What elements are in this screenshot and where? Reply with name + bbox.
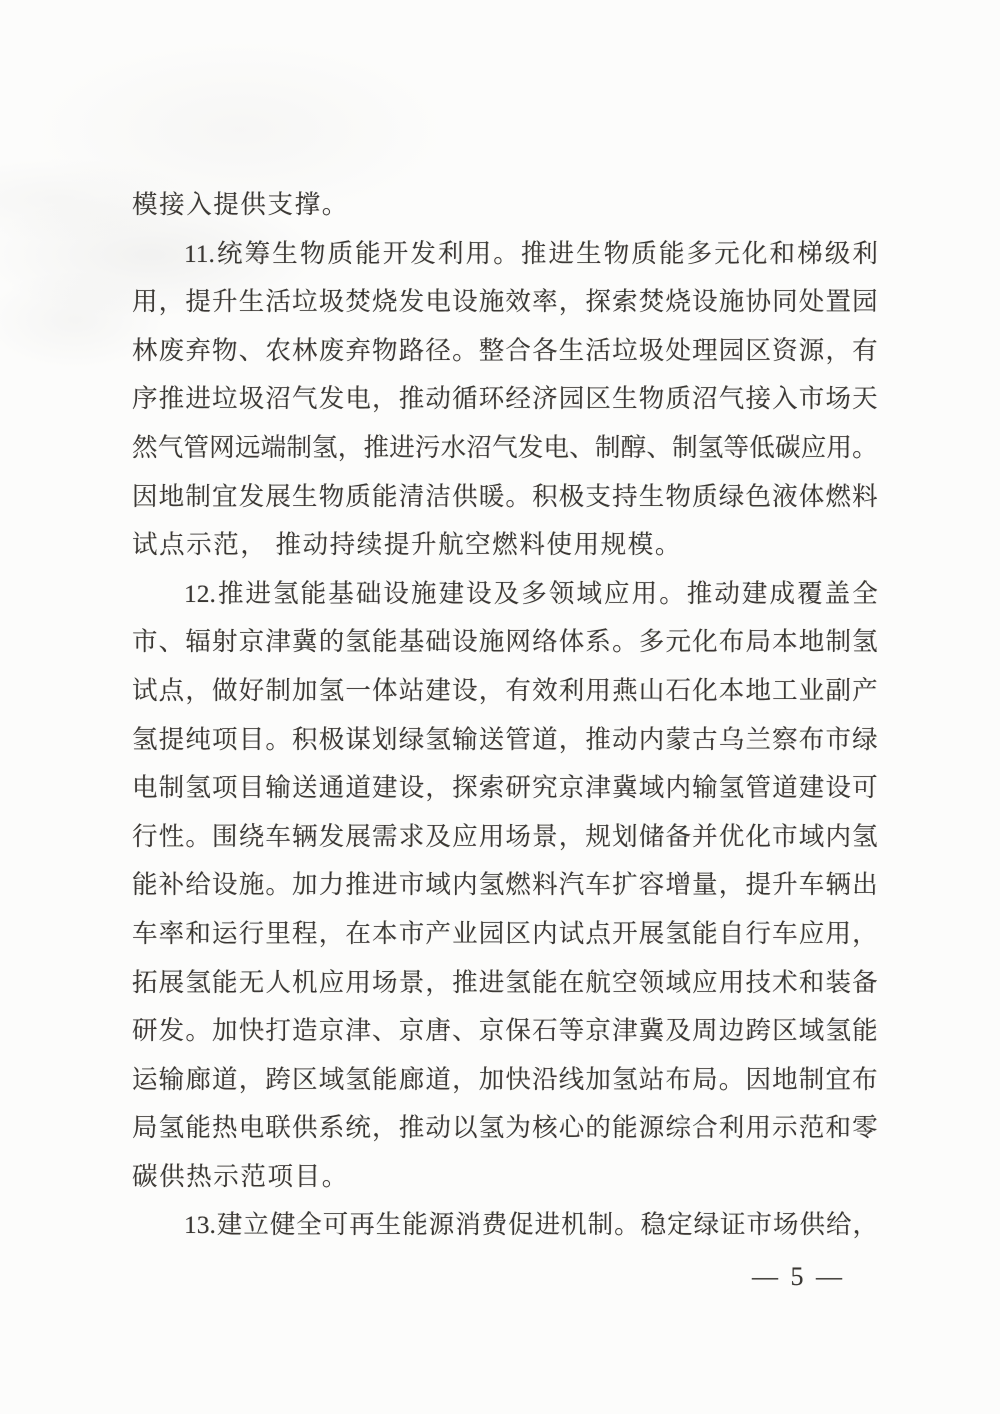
text-line: 拓 展 氢 能 无 人 机 应 用 场 景 ， 推 进 氢 能 在 航 空 领 域 应 用 技 术 和 装 备 <box>132 967 878 997</box>
text-line: 局 氢 能 热 电 联 供 系 统 ， 推 动 以 氢 为 核 心 的 能 源 综 合 利 用 示 范 和 零 <box>132 1113 878 1143</box>
text-line: 试 点 ， 做 好 制 加 氢 一 体 站 建 设 ， 有 效 利 用 燕 山 石 化 本 地 工 业 副 产 <box>132 675 878 705</box>
text-line: 11. 统 筹 生 物 质 能 开 发 利 用 。 推 进 生 物 质 能 多 元 化 和 梯 级 利 <box>184 238 878 268</box>
text-line: 市 、 辐 射 京 津 冀 的 氢 能 基 础 设 施 网 络 体 系 。 多 元 化 布 局 本 地 制 氢 <box>132 627 878 657</box>
text-line: 行 性 。 围 绕 车 辆 发 展 需 求 及 应 用 场 景 ， 规 划 储 备 并 优 化 市 域 内 氢 <box>132 821 878 851</box>
text-line: 模接入提供支撑。 <box>132 190 349 219</box>
text-line: 氢 提 纯 项 目 。 积 极 谋 划 绿 氢 输 送 管 道 ， 推 动 内 蒙 古 乌 兰 察 布 市 绿 <box>132 724 878 754</box>
text-line: 研 发 。 加 快 打 造 京 津 、 京 唐 、 京 保 石 等 京 津 冀 及 周 边 跨 区 域 氢 能 <box>132 1016 878 1046</box>
text-line: 因 地 制 宜 发 展 生 物 质 能 清 洁 供 暖 。 积 极 支 持 生 物 质 绿 色 液 体 燃 料 <box>132 481 878 511</box>
text-line: 用 ， 提 升 生 活 垃 圾 焚 烧 发 电 设 施 效 率 ， 探 索 焚 烧 设 施 协 同 处 置 园 <box>132 287 878 317</box>
text-line: 运 输 廊 道 ， 跨 区 域 氢 能 廊 道 ， 加 快 沿 线 加 氢 站 布 局 。 因 地 制 宜 布 <box>132 1064 878 1094</box>
text-line: 能 补 给 设 施 。 加 力 推 进 市 域 内 氢 燃 料 汽 车 扩 容 增 量 ， 提 升 车 辆 出 <box>132 870 878 900</box>
text-line: 12. 推 进 氢 能 基 础 设 施 建 设 及 多 领 域 应 用 。 推 动 建 成 覆 盖 全 <box>184 578 878 608</box>
body-text <box>132 181 878 1250</box>
text-line: 试点示范， 推动持续提升航空燃料使用规模。 <box>132 530 682 560</box>
text-line: 然 气 管 网 远 端 制 氢 ， 推 进 污 水 沼 气 发 电 、 制 醇 、 制 氢 等 低 碳 应 用 。 <box>132 432 878 462</box>
text-line: 序 推 进 垃 圾 沼 气 发 电 ， 推 动 循 环 经 济 园 区 生 物 质 沼 气 接 入 市 场 天 <box>132 384 878 414</box>
text-line: 电 制 氢 项 目 输 送 通 道 建 设 ， 探 索 研 究 京 津 冀 域 内 输 氢 管 道 建 设 可 <box>132 773 878 803</box>
page-number: — 5 — <box>752 1262 845 1291</box>
text-line: 车 率 和 运 行 里 程 ， 在 本 市 产 业 园 区 内 试 点 开 展 氢 能 自 行 车 应 用 ， <box>132 918 878 948</box>
text-line: 13. 建 立 健 全 可 再 生 能 源 消 费 促 进 机 制 。 稳 定 绿 证 市 场 供 给 ， <box>184 1210 878 1240</box>
text-line: 林 废 弃 物 、 农 林 废 弃 物 路 径 。 整 合 各 生 活 垃 圾 处 理 园 区 资 源 ， 有 <box>132 335 878 365</box>
text-line: 碳供热示范项目。 <box>132 1161 349 1191</box>
